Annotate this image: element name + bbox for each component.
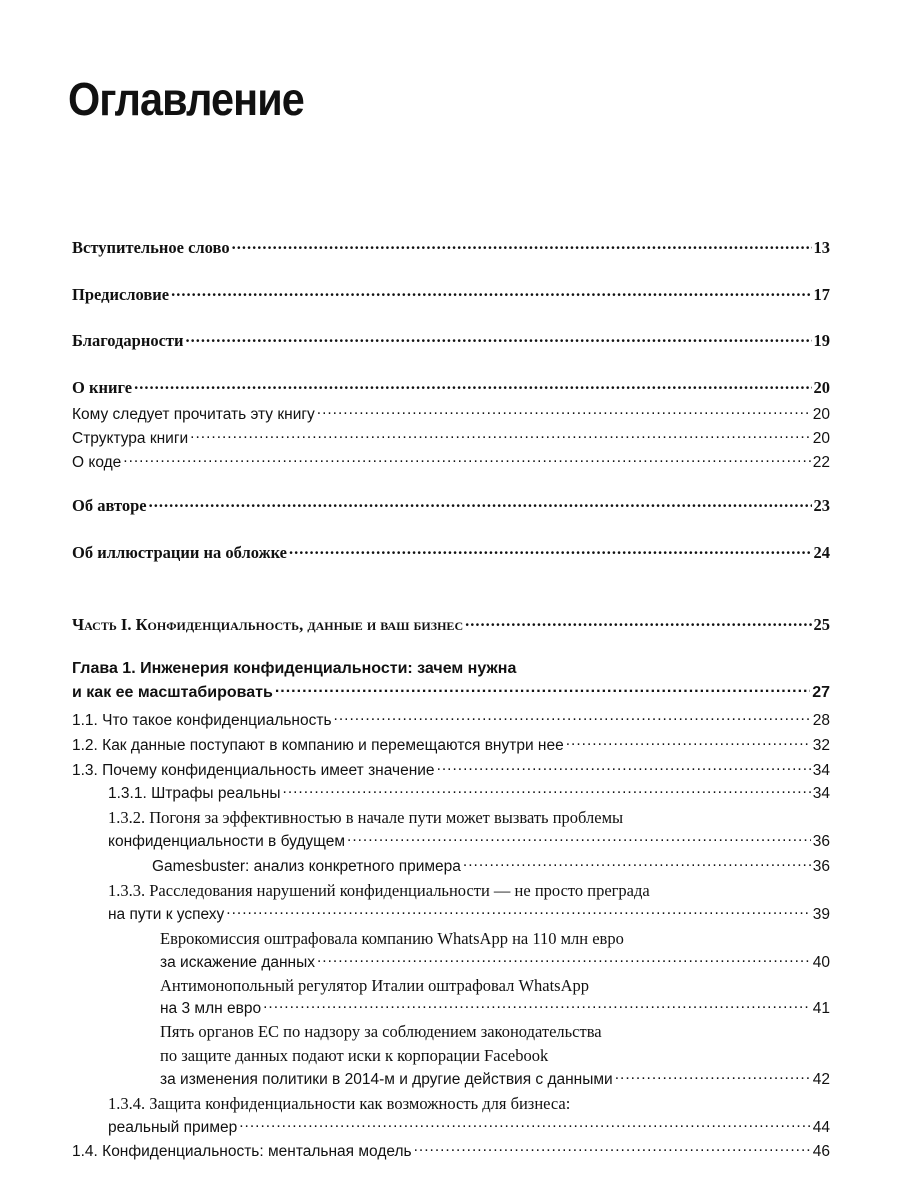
toc-entry-title: 1.1. Что такое конфиденциальность — [72, 712, 332, 729]
toc-page-number: 22 — [812, 454, 830, 471]
toc-entry[interactable] — [160, 1068, 830, 1092]
toc-entry[interactable] — [108, 782, 830, 806]
toc-leader — [615, 1069, 811, 1085]
toc-entry-title: О коде — [72, 454, 122, 471]
toc-page-number: 39 — [812, 906, 830, 923]
toc-page-number: 20 — [812, 406, 830, 423]
toc-page-number: 41 — [812, 1000, 830, 1017]
toc-entry[interactable] — [72, 427, 830, 451]
toc-entry-title: 1.3. Почему конфиденциальность имеет значение — [72, 762, 435, 779]
toc-page-number: 24 — [813, 543, 830, 562]
toc-entry[interactable] — [72, 451, 830, 475]
toc-page-number: 36 — [812, 858, 830, 875]
toc-entry[interactable] — [72, 283, 830, 307]
toc-entry[interactable] — [72, 376, 830, 400]
toc-entry-title: Gamesbuster: анализ конкретного примера — [152, 858, 461, 875]
toc-leader — [171, 284, 811, 301]
toc-entry[interactable] — [160, 951, 830, 975]
toc-entry-title: Предисловие — [72, 285, 170, 304]
toc-entry[interactable] — [72, 403, 830, 427]
toc-chapter-entry[interactable] — [72, 681, 830, 705]
toc-leader — [149, 495, 812, 512]
toc-page-number: 34 — [812, 762, 830, 779]
toc-entry-title: 1.2. Как данные поступают в компанию и перемещаются внутри нее — [72, 737, 564, 754]
toc-chapter-title-line[interactable]: Глава 1. Инженерия конфиденциальности: зачем нужна — [72, 660, 517, 677]
toc-leader — [275, 681, 810, 697]
toc-page-number: 32 — [812, 737, 830, 754]
toc-entry[interactable] — [108, 903, 830, 927]
toc-entry-title: Благодарности — [72, 331, 184, 350]
toc-entry[interactable] — [108, 1116, 830, 1140]
toc-entry[interactable] — [72, 709, 830, 733]
toc-leader — [263, 998, 811, 1014]
toc-entry-title: 1.4. Конфиденциальность: ментальная модель — [72, 1143, 412, 1160]
toc-entry[interactable] — [72, 541, 830, 565]
toc-entry-title-line[interactable]: по защите данных подают иски к корпорации Facebook — [160, 1046, 549, 1065]
toc-entry[interactable] — [72, 759, 830, 783]
toc-leader — [289, 542, 812, 559]
toc-leader — [347, 831, 811, 847]
toc-page-number: 46 — [812, 1143, 830, 1160]
toc-leader — [283, 783, 811, 799]
toc-entry-title: 1.3.1. Штрафы реальны — [108, 785, 281, 802]
toc-entry-title-line[interactable]: Пять органов ЕС по надзору за соблюдением законодательства — [160, 1022, 602, 1041]
toc-entry[interactable] — [152, 855, 830, 879]
toc-entry-title-line[interactable]: Антимонопольный регулятор Италии оштрафовал WhatsApp — [160, 976, 590, 995]
toc-entry-title-line[interactable]: 1.3.2. Погоня за эффективностью в начале пути может вызвать проблемы — [108, 808, 624, 827]
toc-leader — [317, 404, 811, 420]
toc-page-number: 13 — [813, 238, 830, 257]
toc-entry-title: Часть I. Конфиденциальность, данные и ваш бизнес — [72, 615, 464, 634]
page-title: Оглавление — [68, 73, 304, 125]
toc-entry[interactable] — [72, 494, 830, 518]
toc-entry-title: О книге — [72, 378, 133, 397]
toc-page-number: 27 — [812, 684, 830, 701]
toc-leader — [186, 330, 812, 347]
toc-entry[interactable] — [72, 734, 830, 758]
toc-page-number: 36 — [812, 833, 830, 850]
toc-entry-title: реальный пример — [108, 1119, 238, 1136]
toc-entry-title-line[interactable]: 1.3.3. Расследования нарушений конфиденциальности — не просто преграда — [108, 881, 650, 900]
toc-entry-title: на пути к успеху — [108, 906, 225, 923]
toc-entry-title: Кому следует прочитать эту книгу — [72, 406, 315, 423]
toc-page-number: 20 — [812, 430, 830, 447]
toc-entry[interactable] — [72, 329, 830, 353]
toc-leader — [566, 735, 811, 751]
toc-part-entry[interactable] — [72, 613, 830, 637]
toc-entry-title: Вступительное слово — [72, 238, 230, 257]
toc-leader — [437, 760, 811, 776]
toc-page-number: 44 — [812, 1119, 830, 1136]
toc-leader — [317, 952, 811, 968]
toc-page-number: 23 — [813, 496, 830, 515]
toc-entry-title: конфиденциальности в будущем — [108, 833, 346, 850]
toc-page-number: 28 — [812, 712, 830, 729]
toc-leader — [123, 452, 810, 468]
toc-leader — [226, 904, 810, 920]
toc-entry[interactable] — [160, 997, 830, 1021]
toc-leader — [334, 710, 811, 726]
toc-page-number: 20 — [813, 378, 830, 397]
toc-entry-title: на 3 млн евро — [160, 1000, 262, 1017]
toc-entry-title: Об иллюстрации на обложке — [72, 543, 287, 562]
toc-entry[interactable] — [108, 830, 830, 854]
toc-leader — [232, 237, 812, 254]
toc-leader — [134, 377, 811, 394]
toc-entry-title: Об авторе — [72, 496, 147, 515]
toc-entry-title: за искажение данных — [160, 954, 315, 971]
toc-page-number: 34 — [812, 785, 830, 802]
toc-leader — [465, 614, 811, 631]
toc-entry[interactable] — [72, 236, 830, 260]
toc-page-number: 40 — [812, 954, 830, 971]
toc-entry-title-line[interactable]: Еврокомиссия оштрафовала компанию WhatsApp на 110 млн евро — [160, 929, 624, 948]
toc-leader — [239, 1117, 811, 1133]
toc-entry-title: Структура книги — [72, 430, 189, 447]
toc-leader — [414, 1141, 811, 1157]
toc-leader — [190, 428, 811, 444]
toc-leader — [463, 856, 811, 872]
toc-entry-title-line[interactable]: 1.3.4. Защита конфиденциальности как возможность для бизнеса: — [108, 1094, 571, 1113]
toc-page-number: 19 — [813, 331, 830, 350]
toc-page-number: 42 — [812, 1071, 830, 1088]
toc-entry[interactable] — [72, 1140, 830, 1164]
toc-page-number: 25 — [813, 615, 830, 634]
toc-page-number: 17 — [813, 285, 830, 304]
toc-entry-title: и как ее масштабировать — [72, 684, 273, 701]
toc-entry-title: за изменения политики в 2014-м и другие действия с данными — [160, 1071, 613, 1088]
